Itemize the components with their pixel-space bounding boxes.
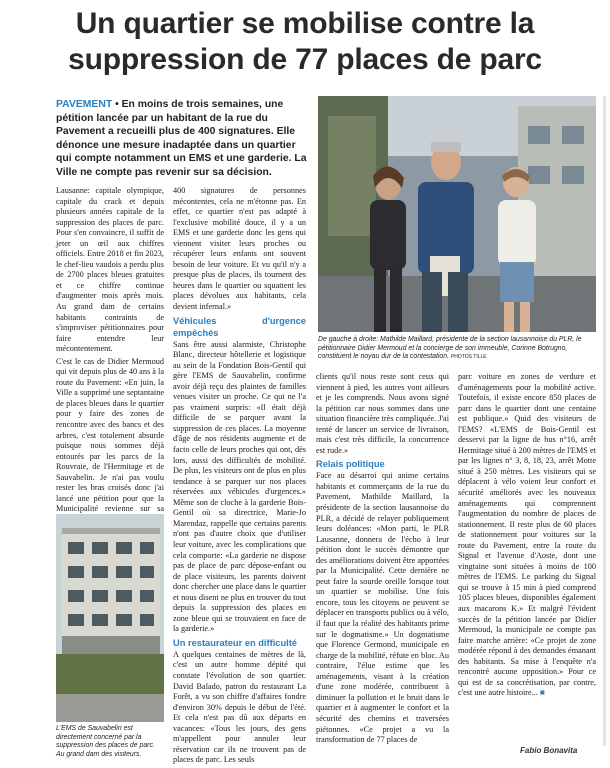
subhead-restaurateur: Un restaurateur en difficulté — [173, 637, 297, 648]
portrait-caption-text: De gauche à droite: Mathilde Maillard, présidente de la section lausannoise du PLR, le pétitionnaire Didier Mermoud et la concierge de son immeuble, Corinne Botrugno, constituent le noyau dur de la contestation. — [318, 336, 582, 361]
column-2 — [173, 186, 306, 766]
column-3 — [316, 372, 449, 746]
subhead-relais: Relais politique — [316, 459, 385, 470]
paragraph-intro: Lausanne: capitale olympique, capitale du crack et depuis plusieurs années capitale de la suppression des places de parc. Pour s'en convaincre, il suffit de jeter un œil aux chiffres officiels. Entre 2018 et fin 2023, le chef-lieu vaudois a perdu plus de 2700 places bleues gratuites et ce chiffre continue d'augmenter mois après mois. Au grand dam de certains habitants contraints de s'improviser pétitionnaires pour faire entendre leur mécontentement. — [56, 186, 164, 354]
building-photo-image — [56, 514, 164, 722]
column-4 — [458, 372, 596, 699]
paragraph-mermoud: C'est le cas de Didier Mermoud qui vit depuis plus de 40 ans à la route du Pavement: «En juin, la Ville a supprimé une septantaine de places bleues dans le quartier pour y faire des zones de rencontre avec des bancs et des arbres, c'est totalement absurde puisque nous sommes déjà entourés par les parcs de la Rouvraie, de l'Hermitage et de Sauvabelin. Je n'ai pas voulu rester les bras croisés donc j'ai lancé une pétition pour que la Municipalité revienne sur sa — [56, 356, 164, 514]
lead-keyword: PAVEMENT — [56, 99, 113, 110]
building-caption: L'EMS de Sauvabelin est directement concerné par la suppression des places de parc. Au grand dam des visiteurs. — [56, 725, 155, 759]
paragraph-germond — [458, 372, 596, 699]
title-line-2: suppression de 77 places de parc — [68, 43, 542, 76]
paragraph-signatures: 400 signatures de personnes mécontentes, cela ne m'étonne pas. En effet, ce quartier n'est pas adapté à l'exclusive mobilité douce, il y a un EMS et une garderie donc les gens qui viennent visiter leurs proches ou récupérer leurs enfants ont souvent besoin de leur voiture. Et vu qu'il n'y a presque plus de places, ils tournent des heures dans le quartier ou squattent les places dévolues aux habitants, cela devient infernal.» — [173, 186, 306, 312]
article-title — [0, 6, 610, 78]
title-line-1: Un quartier se mobilise contre la — [75, 7, 535, 40]
paragraph-restaurant: A quelques centaines de mètres de là, c'est un autre homme dépité qui constate l'évolution de son quartier. David Balado, patron du restaurant La Forêt, a vu son chiffre d'affaires fondre d'environ 30% depuis le début de l'été. Et cela n'est pas dû aux départs en vacances: «Tous les jours, des gens m'appellent pour annuler leur réservation car ils ne trouvent pas de places de parc. Les seuls — [173, 649, 306, 765]
byline: Fabio Bonavita — [520, 746, 578, 755]
portrait-photo — [318, 96, 596, 332]
paragraph-politique: Face au désarroi qui anime certains habitants et commerçants de la rue du Pavement, Mathilde Maillard, la présidente de la section lausannoise du PLR, a décidé de relayer publiquement leurs doléances: «Mon parti, le PLR Lausanne, donnera de l'écho à leur pétition dont le succès démontre que des améliorations doivent être apportées par la Municipalité. Cette dernière ne peut faire la sourde oreille lorsque tout un quartier se mobilise. Une fois encore, tous les citoyens ne peuvent se déplacer en transports publics ou à vélo, il faut que la réalité des habitants prime sur le dogmatisme.» Un dogmatisme que Florence Germond, municipale en charge de la mobilité, réfute en bloc. Au contraire, l'élue estime que les aménagements, visant à la création d'une zone modérée, contribuent à diminuer la pollution et le bruit dans le quartier et à augmenter le confort et la sécurité des chemins et traversées piétonnes. «Ce projet a vu la transformation de 77 places de — [316, 471, 449, 745]
right-edge-rule — [603, 96, 606, 746]
lead-paragraph — [56, 98, 311, 180]
portrait-caption — [318, 336, 598, 362]
paragraph-ems: Sans être aussi alarmiste, Christophe Blanc, directeur hôtellerie et logistique au sein de la Fondation Bois-Gentil qui gère l'EMS de Sauvabelin, confirme avoir déjà reçu des plaintes de familles venues visiter un proche. Ce qui ne l'a pas vraiment surpris: «Il était déjà difficile de se parquer avant la suppression de ces places. La moyenne d'âge de nos résidents augmente et de facto celle de leurs proches qui ont, dès lors, aussi des difficultés de mobilité. De plus, les visiteurs ont de plus en plus tendance à se parquer sur nos places réservées aux véhicules d'urgences.» Même son de cloche à la garderie Bois-Gentil où sa directrice, Marie-Jo Marendaz, rappelle que certains parents n'ont pas d'autre choix que d'utiliser leur voiture, avec les complications que cela comporte: «La garderie ne dispose pas de place de parc dépose-enfant ou de place visiteurs, les parents doivent donc chercher une place dans le quartier et nous disent ne plus en trouver du tout depuis la suppression des places en zone bleue qui se trouvaient en face de la garderie.» — [173, 339, 306, 634]
portrait-photo-image — [318, 96, 596, 332]
photo-credit: PHOTOS TILLE — [450, 354, 487, 361]
building-photo — [56, 514, 164, 722]
paragraph-clients: clients qu'il nous reste sont ceux qui viennent à pied, les autres vont ailleurs et je les comprends. Nous avons signé la pétition car nous sommes dans une situation financière très compliquée. J'ai tenté de lancer un service de livraison, mais c'est très difficile, la concurrence est rude.» — [316, 372, 449, 455]
column-1 — [56, 186, 164, 547]
end-mark: ■ — [539, 688, 545, 698]
subhead-urgence: Véhicules d'urgence empêchés — [173, 315, 306, 338]
lead-text: • En moins de trois semaines, une pétition lancée par un habitant de la rue du Pavement a recueilli plus de 400 signatures. Elle dénonce une mesure inadaptée dans un quartier qui compte notamment un EMS et une garderie. La Ville ne compte pas revenir sur sa décision. — [56, 99, 307, 178]
paragraph-germond-text: parc voiture en zones de verdure et d'aménagements pour la mobilité active. Toutefois, il existe encore 850 places de parc dans le quartier dont une centaine est publique.» Quid des visiteurs de l'EMS? «L'EMS de Bois-Gentil est desservi par la ligne de bus n°16, arrêt Hermitage situé à 200 mètres de l'EMS et par les lignes n° 3, 8, 18, 23, arrêt Motte situé à 250 mètres. Les visiteurs qui se déplacent à vélo voient leur confort et sécurité améliorés avec les nouveaux aménagements qui comprennent l'augmentation du nombre de places de stationnement. Il reste plus de 60 places de stationnement pour voitures sur la route du Pavement, entre la route du Signal et l'avenue d'Aoste, dont une vingtaine sont situées à moins de 100 mètres de l'EMS. Le parking du Signal qui se trouve à 15 min à pied comprend 105 places bleues, disponibles également aux macarons K.» Et malgré l'évident succès de la pétition lancée par Didier Mermoud, la municipale ne compte pas faire marche arrière: «Ce projet de zone modérée répond à des demandes émanant des habitants. Sa mise à l'enquête n'a rencontré aucune opposition.» Pour ce qui est de sa concrétisation, par contre, c'est une autre histoire... — [458, 372, 596, 698]
